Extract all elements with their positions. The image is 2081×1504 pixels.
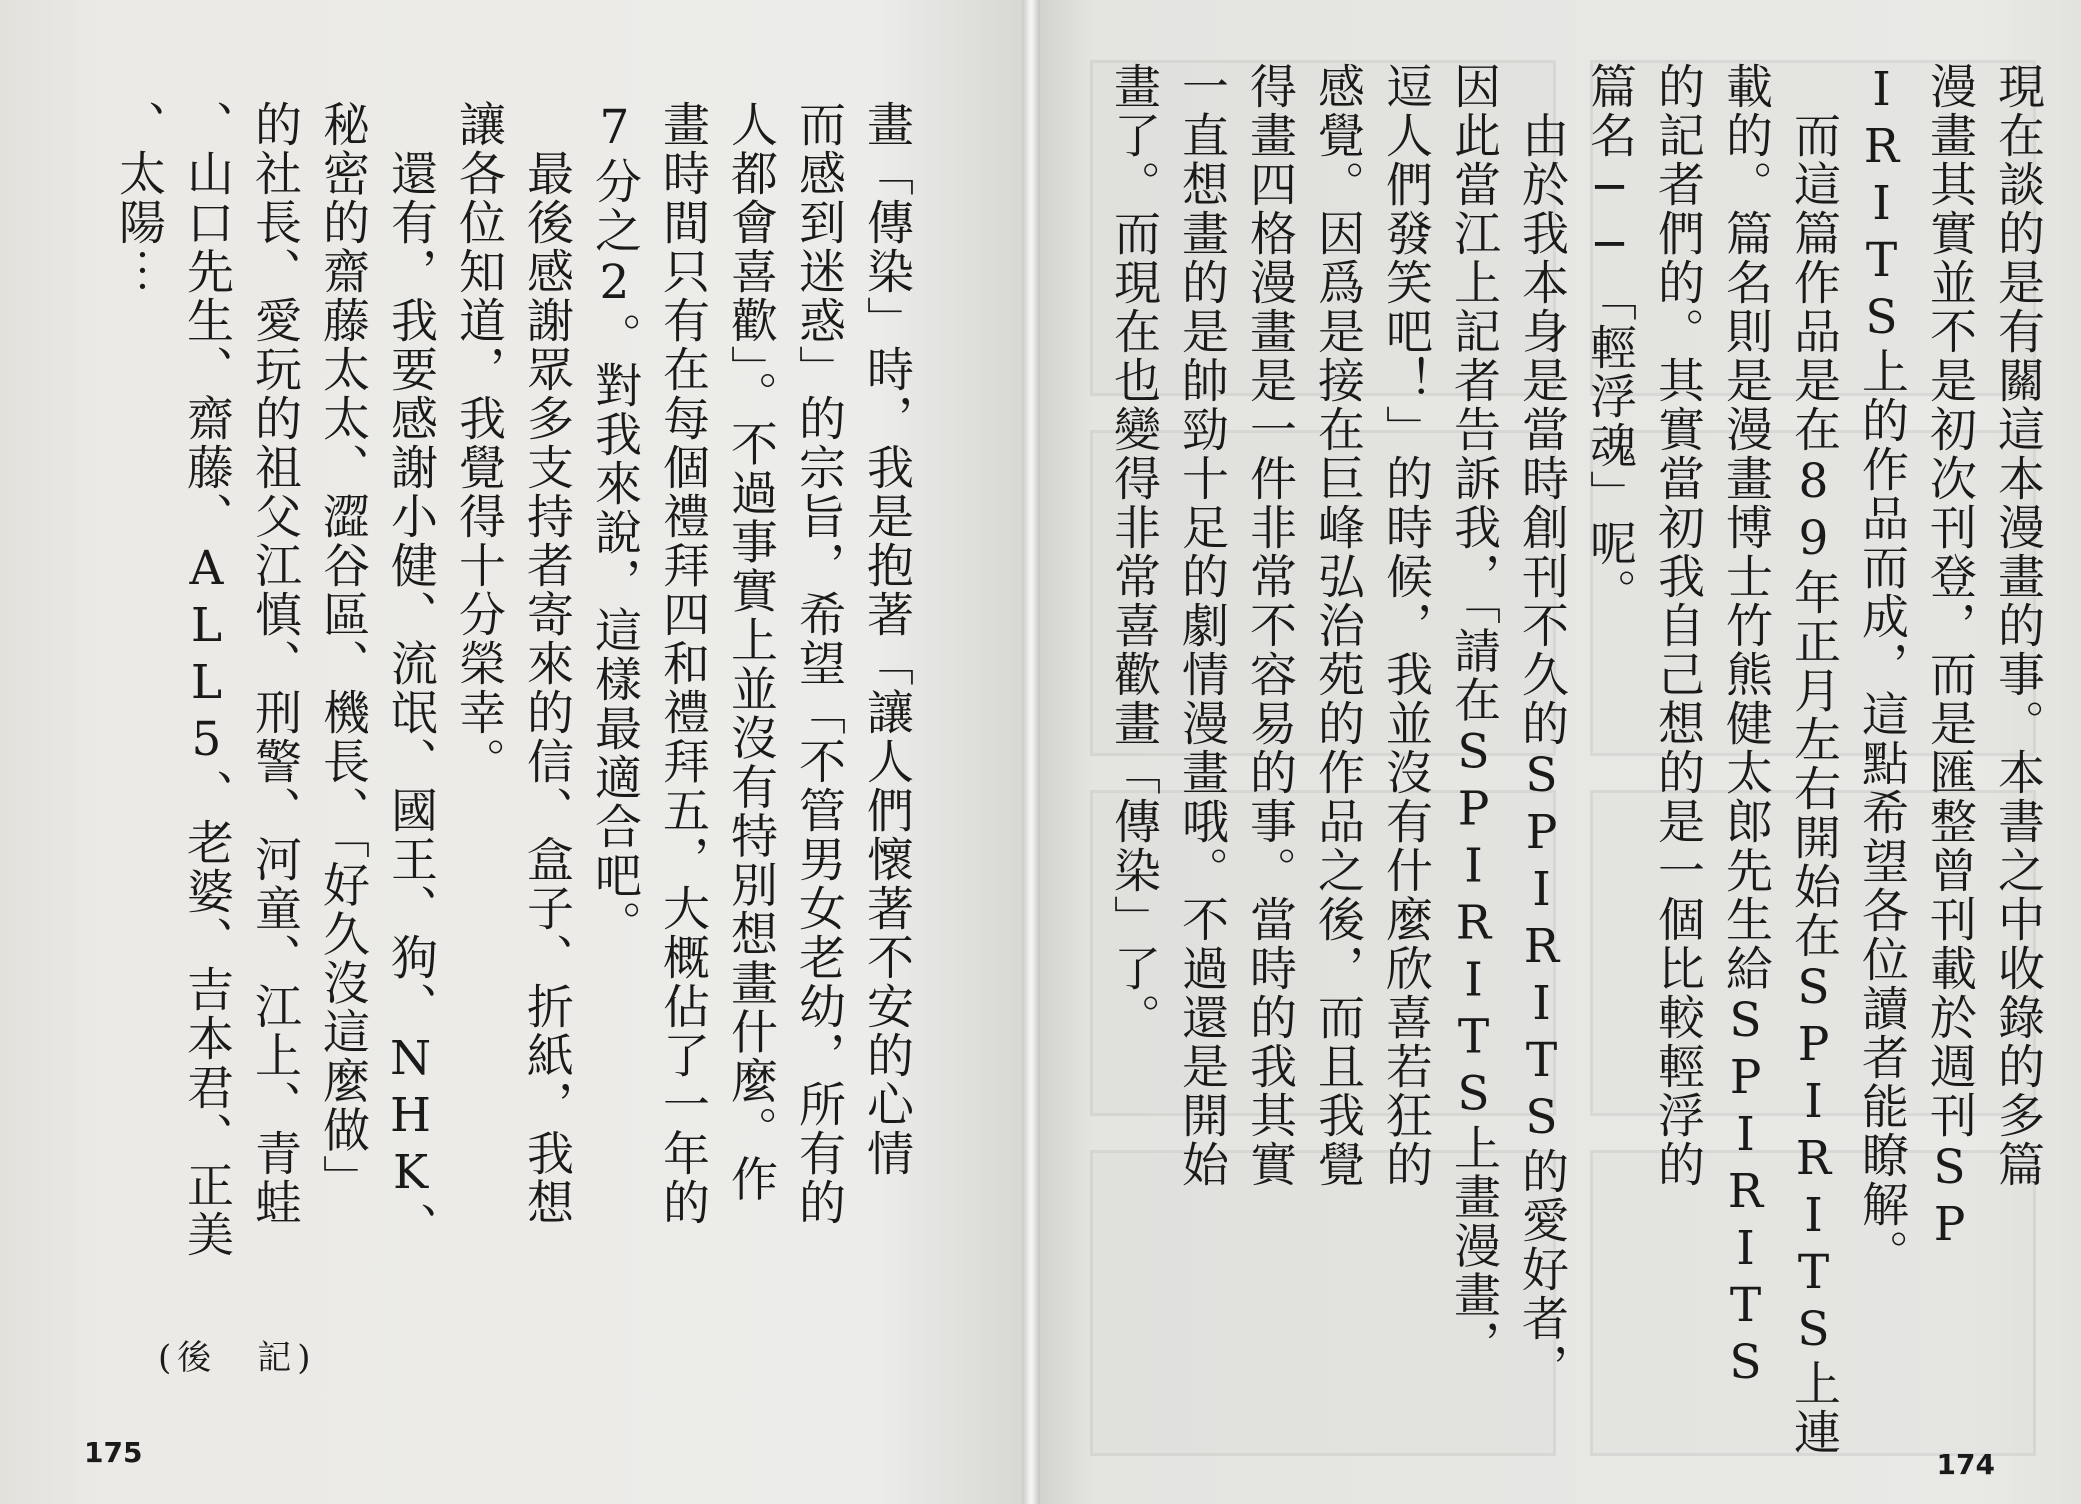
text-line: 人都會喜歡」。不過事實上並沒有特別想畫什麼。作 (723, 100, 778, 1204)
text-line: IRITS上的作品而成，這點希望各位讀者能瞭解。 (1854, 62, 1909, 1278)
text-line: 感覺。因爲是接在巨峰弘治苑的作品之後，而且我覺 (1310, 62, 1365, 1189)
text-line: 畫了。而現在也變得非常喜歡畫「傳染」了。 (1106, 62, 1161, 1042)
text-line: 、山口先生、齋藤、ALL5、老婆、吉本君、正美 (179, 100, 234, 1259)
text-line: 的社長、愛玩的祖父江慎、刑警、河童、江上、青蛙 (247, 100, 302, 1227)
text-line: 而感到迷惑」的宗旨，希望「不管男女老幼，所有的 (791, 100, 846, 1227)
text-line: 讓各位知道，我覺得十分榮幸。 (451, 100, 506, 786)
text-line: 畫時間只有在每個禮拜四和禮拜五，大概佔了一年的 (655, 100, 710, 1227)
right-page (1030, 0, 2081, 1504)
page-number-right: 174 (1936, 1448, 1995, 1481)
text-line: 因此當江上記者告訴我，「請在SPIRITS上畫漫畫， (1446, 62, 1501, 1369)
book-spine (1022, 0, 1040, 1504)
section-label: (後 記) (158, 1338, 317, 1378)
text-line: 最後感謝眾多支持者寄來的信、盒子、折紙，我想 (519, 100, 574, 1227)
text-line: 逗人們發笑吧！」的時候，我並沒有什麼欣喜若狂的 (1378, 62, 1433, 1189)
text-line: 還有，我要感謝小健、流氓、國王、狗、NHK、 (383, 100, 438, 1251)
right-page-text (1099, 62, 2051, 1462)
left-page (0, 0, 1030, 1504)
text-line: 載的。篇名則是漫畫博士竹熊健太郎先生給SPIRITS (1718, 62, 1773, 1392)
text-line: 篇名──「輕浮魂」呢。 (1582, 62, 1637, 617)
text-line: 7分之2。對我來說，這樣最適合吧。 (587, 100, 642, 949)
text-line: 秘密的齋藤太太、澀谷區、機長、「好久沒這麼做」 (315, 100, 370, 1204)
text-line: 的記者們的。其實當初我自己想的是一個比較輕浮的 (1650, 62, 1705, 1189)
text-line: 得畫四格漫畫是一件非常不容易的事。當時的我其實 (1242, 62, 1297, 1189)
text-line: 畫「傳染」時，我是抱著「讓人們懷著不安的心情 (859, 100, 914, 1178)
text-line: 漫畫其實並不是初次刊登，而是匯整曾刊載於週刊SP (1922, 62, 1977, 1254)
text-line: 由於我本身是當時創刊不久的SPIRITS的愛好者， (1514, 62, 1569, 1392)
text-line: 一直想畫的是帥勁十足的劇情漫畫哦。不過還是開始 (1174, 62, 1229, 1189)
left-page-text (104, 100, 920, 1500)
text-line: 現在談的是有關這本漫畫的事。本書之中收錄的多篇 (1990, 62, 2045, 1189)
text-line: 而這篇作品是在89年正月左右開始在SPIRITS上連 (1786, 62, 1841, 1457)
page-number-left: 175 (84, 1436, 143, 1469)
text-line: 、太陽⋯ (111, 100, 166, 296)
